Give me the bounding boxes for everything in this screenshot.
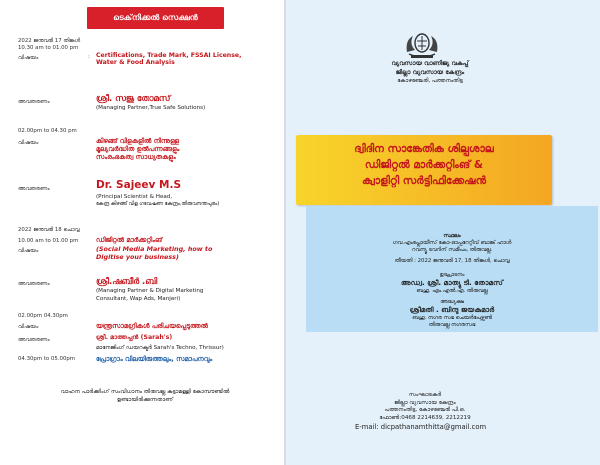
- presidency-name: ശ്രീമതി . ബിന്ദു ജയകുമാർ: [409, 305, 495, 314]
- time-slot-4: 02.00pm 04.30pm: [18, 313, 68, 319]
- venue-line: റവന്യൂ ടവറിന് സമീപം, തിരുവല്ല.: [411, 247, 493, 253]
- venue-box: [306, 206, 598, 332]
- parking-note-line: ഉണ്ടായിരിക്കുന്നതാണ്: [116, 397, 174, 403]
- topic-2-line: മൂല്യവർദ്ധിത ഉൽപന്നങ്ങളും: [96, 145, 180, 153]
- banner-line: ദ്വിദിന സാങ്കേതിക ശില്പശാല: [354, 143, 494, 155]
- speaker-2: Dr. Sajeev M.S: [96, 179, 182, 191]
- banner-line: ക്വാളിറ്റി സർട്ടിഫിക്കേഷൻ: [361, 175, 487, 187]
- date-value: : 2022 ജനുവരി 17, 18 തിങ്കൾ, ചൊവ്വ: [414, 258, 510, 264]
- topic-2-line: കിഴങ്ങ് വിളകളിൽ നിന്നുള്ള: [96, 137, 180, 145]
- topic-4: യന്ത്രസാമഗ്രികൾ പരിചയപ്പെടുത്തൽ: [96, 322, 209, 330]
- contact-label: സംഘാടകർ: [408, 392, 442, 398]
- subject-label: വിഷയം: [18, 55, 39, 61]
- venue-label: സ്ഥലം: [443, 233, 461, 239]
- speaker-1: ശ്രീ. സജു തോമസ്: [96, 93, 171, 103]
- department-header: [330, 60, 530, 86]
- email-address: E-mail: dicpathanamthitta@gmail.com: [355, 423, 487, 431]
- speaker-1-desc: (Managing Partner,True Safe Solutions): [96, 105, 206, 111]
- speaker-3-desc: (Managing Partner & Digital Marketing: [96, 288, 204, 294]
- topic-2: [96, 137, 179, 161]
- time-slot-3: 10.00 am to 01.00 pm: [18, 238, 79, 244]
- topic-1: [96, 52, 241, 67]
- subject-label: വിഷയം: [18, 140, 39, 146]
- contact-line: പത്തനംതിട്ട, കോഴഞ്ചേരി പി.ഒ.: [384, 407, 466, 414]
- workshop-title-banner: [296, 135, 552, 205]
- presenter-label: അവതരണം: [18, 186, 50, 192]
- presenter-label: അവതരണം: [18, 99, 50, 105]
- inauguration-name: അഡ്വ. ശ്രീ. മാത്യു ടി. തോമസ്: [401, 278, 503, 287]
- venue-line: ഗവ.എംപ്ലോയീസ് കോ-ഓപ്പറേറ്റീവ് ബാങ്ക് ഹാൾ: [392, 240, 512, 246]
- kerala-state-emblem-icon: [401, 30, 443, 60]
- topic-3-en: [96, 246, 212, 261]
- topic-1-line: Certifications, Trade Mark, FSSAI License,: [96, 52, 242, 59]
- topic-2-line: സംരംഭകത്വ സാധ്യതകളും: [96, 153, 176, 161]
- topic-1-line: Water & Food Analysis: [96, 59, 175, 67]
- topic-3-en-line: (Social Media Marketing, how to: [96, 245, 213, 253]
- parking-note-line: വാഹന പാർക്കിംഗ് സംവിധാനം തിരുവല്ല കുട്ടാമള്ളി കോമ്പൗണ്ടിൽ: [60, 389, 230, 395]
- closing-session: പ്രോഗ്രാം വിലയിരുത്തലും, സമാപനവും: [96, 355, 213, 363]
- topic-3: ഡിജിറ്റൽ മാർക്കറ്റിംങ്: [96, 236, 163, 244]
- inauguration-label: ഉദ്ഘാടനം: [439, 272, 465, 278]
- speaker-3-desc: Consultant, Wap Ads, Manjeri): [96, 296, 181, 302]
- date-day1: 2022 ജനുവരി 17 തിങ്കൾ: [18, 38, 80, 44]
- speaker-4-desc: മാനേജിംഗ് ഡയറക്ടർ Sarah's Techno, Thrissur): [96, 345, 224, 351]
- presidency-title: തിരുവല്ല നഗരസഭ: [428, 322, 476, 328]
- presidency-label: അദ്ധ്യക്ഷ: [440, 299, 464, 305]
- speaker-3: ശ്രീ.ഷബീർ .ബി: [96, 276, 158, 286]
- dept-line: കോഴഞ്ചേരി, പത്തനംതിട്ട: [397, 78, 463, 85]
- date-day2: 2022 ജനുവരി 18 ചൊവ്വ: [18, 227, 80, 233]
- presenter-label: അവതരണം: [18, 281, 50, 287]
- date-label: തീയതി: [394, 258, 413, 264]
- contact-line: ഫോൺ:0468 2214639, 2212219: [379, 414, 471, 421]
- time-slot-2: 02.00pm to 04.30 pm: [18, 128, 77, 134]
- contact-line: ജില്ലാ വ്യവസായ കേന്ദ്രം: [394, 399, 456, 406]
- inauguration-title: ബഹു. എം.എൽ.എ. തിരുവല്ല: [416, 288, 488, 294]
- presidency-title: ബഹു. നഗര സഭ ചെയർപേഴ്സൺ: [412, 315, 492, 321]
- subject-label: വിഷയം: [18, 248, 39, 254]
- dept-line: ജില്ലാ വ്യവസായ കേന്ദ്രം: [395, 68, 465, 76]
- organiser-contact: [340, 392, 510, 422]
- fold-divider: [284, 0, 286, 465]
- date-row: [306, 258, 598, 265]
- subject-label: വിഷയം: [18, 324, 39, 330]
- speaker-4: ശ്രീ. മാത്തപ്പൻ (Sarah's): [96, 334, 173, 341]
- speaker-2-desc: (Principal Scientist & Head,: [96, 194, 173, 200]
- parking-note: [30, 388, 260, 404]
- time-slot-5: 04.30pm to 05.00pm: [18, 356, 76, 362]
- presenter-label: അവതരണം: [18, 337, 50, 343]
- speaker-2-desc: കേന്ദ്ര കിഴങ്ങ് വിള ഗവേഷണ കേന്ദ്രം,തിരുവനന്തപുരം): [96, 201, 220, 207]
- section-title: ടെക്‌നിക്കൽ സെക്ഷൻ: [87, 7, 224, 29]
- colon: :: [88, 54, 90, 60]
- time-slot-1: 10.30 am to 01.00 pm: [18, 45, 79, 51]
- topic-3-en-line: Digitise your business): [96, 252, 179, 261]
- dept-line: വ്യവസായ വാണിജ്യ വകുപ്പ്: [391, 60, 469, 67]
- banner-line: ഡിജിറ്റൽ മാർക്കറ്റിംങ് &: [364, 159, 484, 171]
- banner-text: [296, 141, 552, 189]
